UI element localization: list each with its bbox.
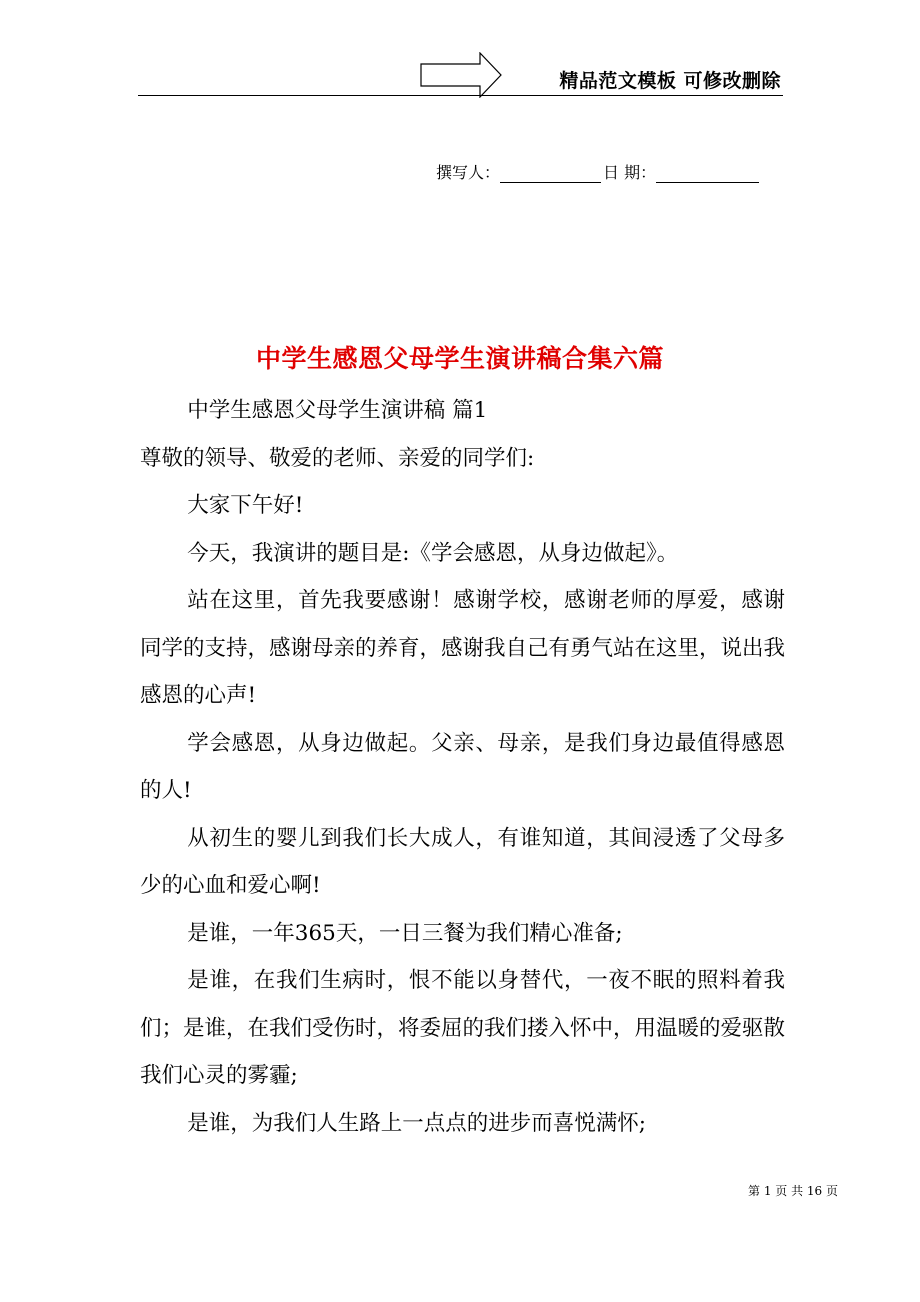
paragraph: 学会感恩，从身边做起。父亲、母亲，是我们身边最值得感恩的人!: [140, 730, 785, 803]
paragraph: 是谁，为我们人生路上一点点的进步而喜悦满怀;: [187, 1110, 647, 1136]
paragraph: 站在这里，首先我要感谢！感谢学校，感谢老师的厚爱，感谢同学的支持，感谢母亲的养育，感谢我自己有勇气站在这里，说出我感恩的心声!: [140, 588, 786, 708]
date-label: 日 期：: [603, 163, 657, 182]
paragraph: 今天，我演讲的题目是:《学会感恩，从身边做起》。: [187, 540, 679, 566]
document-title: 中学生感恩父母学生演讲稿合集六篇: [255, 344, 664, 373]
date-blank: [656, 164, 759, 183]
salutation: 尊敬的领导、敬爱的老师、亲爱的同学们:: [140, 445, 535, 471]
document-body: [140, 387, 785, 1147]
page-header: [138, 52, 783, 98]
paragraph: 是谁，一年365天，一日三餐为我们精心准备;: [187, 920, 623, 946]
author-blank: [500, 164, 601, 183]
paragraph: 从初生的婴儿到我们长大成人，有谁知道，其间浸透了父母多少的心血和爱心啊!: [140, 825, 785, 898]
author-date-line: [436, 160, 759, 183]
right-arrow-outline-icon: [420, 52, 504, 98]
header-label: 精品范文模板 可修改删除: [559, 70, 781, 92]
section-heading: 中学生感恩父母学生演讲稿 篇1: [187, 398, 488, 423]
paragraph: 是谁，在我们生病时，恨不能以身替代，一夜不眠的照料着我们；是谁，在我们受伤时，将委屈的我们搂入怀中，用温暖的爱驱散我们心灵的雾霾;: [140, 968, 786, 1088]
author-label: 撰写人：: [436, 163, 501, 182]
header-rule: [138, 95, 783, 96]
page-number: 第 1 页 共 16 页: [748, 1184, 838, 1198]
paragraph: 大家下午好!: [187, 493, 304, 518]
